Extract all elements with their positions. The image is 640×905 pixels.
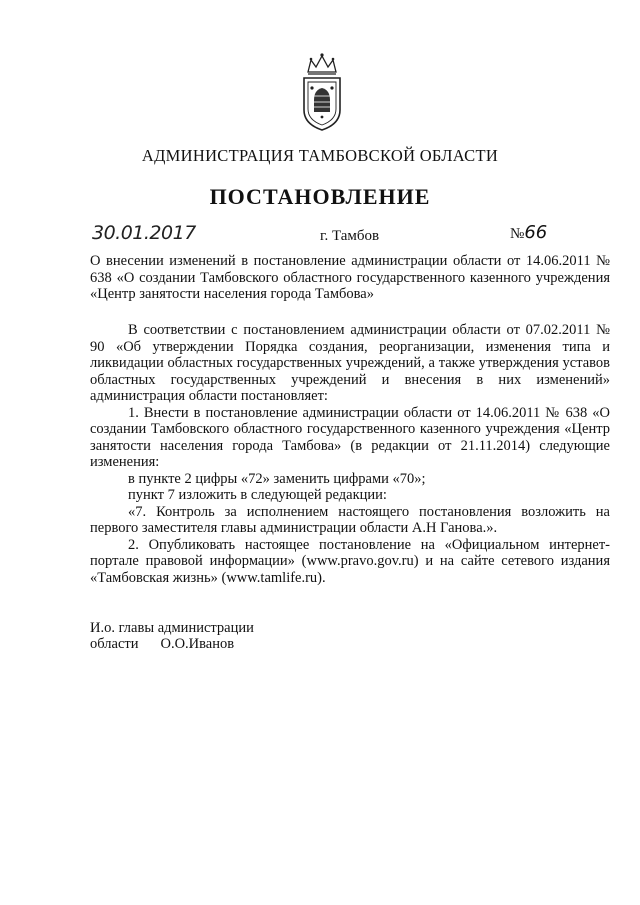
- document-body: [90, 322, 610, 586]
- number-sign: №: [510, 226, 525, 242]
- document-subject: О внесении изменений в постановление администрации области от 14.06.2011 № 638 «О создании Тамбовского областного государственного казенного учреждения «Центр занятости населения города Тамбова»: [90, 253, 610, 302]
- item-1-paragraph: 1. Внести в постановление администрации области от 14.06.2011 № 638 «О создании Тамбовского областного государственного казенного учреждения «Центр занятости населения города Тамбова» (в редакции от 21.11.2014) следующие изменения:: [90, 404, 610, 470]
- coat-of-arms-icon: [298, 50, 346, 134]
- item-1-sub-c: «7. Контроль за исполнением настоящего постановления возложить на первого заместителя главы администрации области А.Н Ганова.».: [90, 503, 610, 536]
- item-1-sub-b: пункт 7 изложить в следующей редакции:: [128, 487, 387, 503]
- document-number: [510, 222, 547, 243]
- document-type-title: ПОСТАНОВЛЕНИЕ: [209, 184, 431, 209]
- signatory-region: области: [90, 636, 139, 652]
- handwritten-date: 30.01.2017: [92, 222, 196, 244]
- signatory-position-line2: [90, 636, 254, 652]
- preamble-paragraph: В соответствии с постановлением администрации области от 07.02.2011 № 90 «Об утверждении Порядка создания, реорганизации, изменения типа и ликвидации областных государственных учреждений, а также утверждения уставов областных государственных учреждений и внесения в них изменений» администрация области постановляет:: [90, 322, 610, 404]
- signatory-position: И.о. главы администрации: [90, 620, 254, 636]
- handwritten-number: 66: [524, 222, 548, 243]
- signatory-name: О.О.Иванов: [160, 636, 235, 652]
- item-2-paragraph: 2. Опубликовать настоящее постановление на «Официальном интернет-портале правовой информации» (www.pravo.gov.ru) и на сайте сетевого издания «Тамбовская жизнь» (www.tamlife.ru).: [90, 536, 610, 586]
- organization-title: АДМИНИСТРАЦИЯ ТАМБОВСКОЙ ОБЛАСТИ: [141, 146, 499, 165]
- signature-block: [90, 620, 254, 652]
- city-label: г. Тамбов: [320, 228, 380, 244]
- item-1-sub-a: в пункте 2 цифры «72» заменить цифрами «70»;: [128, 470, 426, 487]
